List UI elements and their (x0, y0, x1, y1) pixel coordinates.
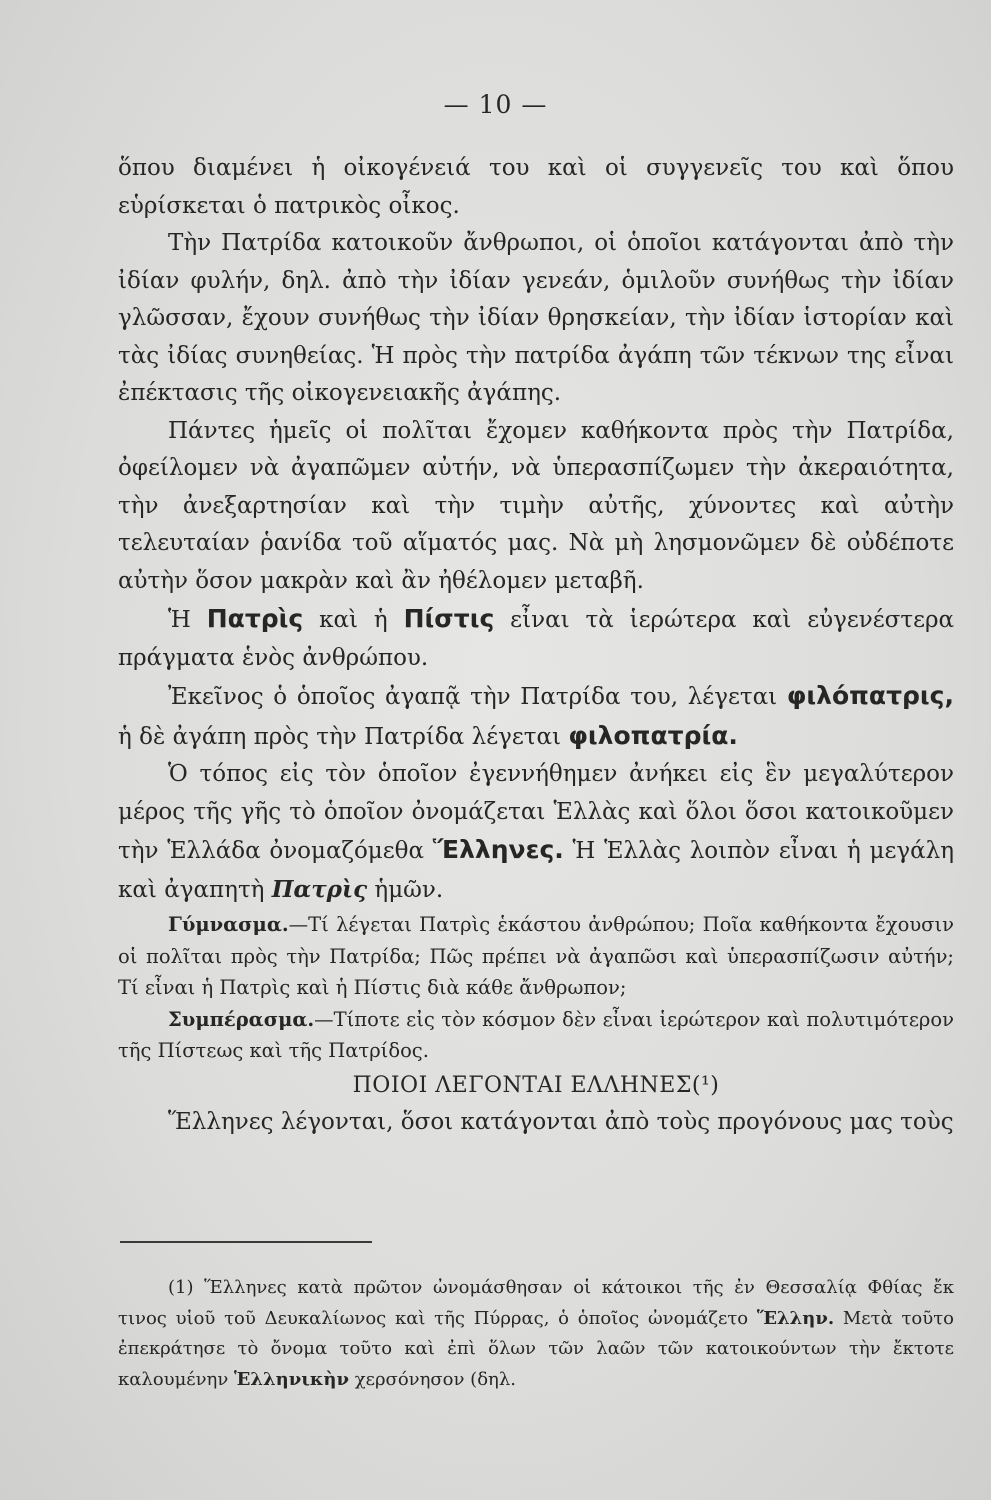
conclusion-label: Συμπέρασμα. (168, 1007, 315, 1031)
bold-term-filopatris: φιλόπατρις, (786, 681, 954, 710)
bold-term-ellin: Ἕλλην. (756, 1307, 835, 1329)
main-text (118, 150, 954, 1142)
footnote: (1) Ἕλληνες κατὰ πρῶτον ὠνομάσθησαν οἱ κάτοικοι τῆς ἐν Θεσσαλίᾳ Φθίας ἔκ τινος υἱοῦ τοῦ Δευκαλίωνος καὶ τῆς Πύρρας, ὁ ὁποῖος ὠνομάζετο Ἕλλην. Μετὰ τοῦτο ἐπεκράτησε τὸ ὄνομα τοῦτο καὶ ἐπὶ ὅλων τῶν λαῶν τῶν κατοικούντων τὴν ἔκτοτε καλουμένην Ἑλληνικὴν χερσόνησον (δηλ. (118, 1277, 954, 1390)
bold-term-filopatria: φιλοπατρία. (568, 720, 738, 750)
exercise-label: Γύμνασμα. (168, 913, 289, 936)
page-number: — 10 — (443, 90, 548, 119)
bold-term-elliniki: Ἑλληνικὴν (234, 1368, 349, 1390)
paragraph-3: Πάντες ἡμεῖς οἱ πολῖται ἔχομεν καθήκοντα πρὸς τὴν Πατρίδα, ὀφείλομεν νὰ ἀγαπῶμεν αὐτήν, νὰ ὑπερασπίζωμεν τὴν ἀκεραιότητα, τὴν ἀνεξαρτησίαν καὶ τὴν τιμὴν αὐτῆς, χύνοντες καὶ αὐτὴν τελευταίαν ῥανίδα τοῦ αἵματός μας. Νὰ μὴ λησμονῶμεν δὲ οὐδέποτε αὐτὴν ὅσον μακρὰν καὶ ἂν ἠθέλομεν μεταβῆ. (118, 417, 954, 594)
paragraph-4: Ἡ Πατρὶς καὶ ἡ Πίστις εἶναι τὰ ἱερώτερα καὶ εὐγενέστερα πράγματα ἑνὸς ἀνθρώπου. (118, 604, 955, 671)
paragraph-7: Ἕλληνες λέγονται, ὅσοι κατάγονται ἀπὸ τοὺς προγόνους μας τοὺς (168, 1109, 954, 1135)
section-heading: ΠΟΙΟΙ ΛΕΓΟΝΤΑΙ ΕΛΛΗΝΕΣ(¹) (352, 1072, 720, 1098)
paragraph-2: Τὴν Πατρίδα κατοικοῦν ἄνθρωποι, οἱ ὁποῖοι κατάγονται ἀπὸ τὴν ἰδίαν φυλήν, δηλ. ἀπὸ τὴν ἰδίαν γενεάν, ὁμιλοῦν συνήθως τὴν ἰδίαν γλῶσσαν, ἔχουν συνήθως τὴν ἰδίαν θρησκείαν, τὴν ἰδίαν ἱστορίαν καὶ τὰς ἰδίας συνηθείας. Ἡ πρὸς τὴν πατρίδα ἀγάπη τῶν τέκνων της εἶναι ἐπέκτασις τῆς οἰκογενειακῆς ἀγάπης. (118, 230, 954, 406)
bold-term-pistis: Πίστις (403, 604, 495, 633)
paragraph-6: Ὁ τόπος εἰς τὸν ὁποῖον ἐγεννήθημεν ἀνήκει εἰς ἓν μεγαλύτερον μέρος τῆς γῆς τὸ ὁποῖον ὀνομάζεται Ἑλλὰς καὶ ὅλοι ὅσοι κατοικοῦμεν τὴν Ἑλλάδα ὀνομαζόμεθα Ἕλληνες. Ἡ Ἑλλὰς λοιπὸν εἶναι ἡ μεγάλη καὶ ἀγαπητὴ Πατρὶς ἡμῶν. (118, 761, 955, 903)
conclusion: Συμπέρασμα.—Τίποτε εἰς τὸν κόσμον δὲν εἶναι ἱερώτερον καὶ πολυτιμότερον τῆς Πίστεως καὶ τῆς Πατρίδος. (118, 1007, 954, 1062)
paragraph-5: Ἐκεῖνος ὁ ὁποῖος ἀγαπᾷ τὴν Πατρίδα του, λέγεται φιλόπατρις, ἡ δὲ ἀγάπη πρὸς τὴν Πατρίδα λέγεται φιλοπατρία. (118, 681, 954, 750)
exercise: Γύμνασμα.—Τί λέγεται Πατρὶς ἑκάστου ἀνθρώπου; Ποῖα καθήκοντα ἔχουσιν οἱ πολῖται πρὸς τὴν Πατρίδα; Πῶς πρέπει νὰ ἀγαπῶσι καὶ ὑπερασπίζωσιν αὐτήν; Τί εἶναι ἡ Πατρὶς καὶ ἡ Πίστις διὰ κάθε ἄνθρωπον; (118, 913, 954, 999)
paragraph-1: ὅπου διαμένει ἡ οἰκογένειά του καὶ οἱ συγγενεῖς του καὶ ὅπου εὑρίσκεται ὁ πατρικὸς οἶκος. (118, 155, 954, 219)
footnote-rule (120, 1241, 372, 1243)
bold-term-ellines: Ἕλληνες. (432, 835, 564, 864)
bold-term-patris: Πατρὶς (206, 604, 304, 633)
bold-term-patris-italic: Πατρὶς (271, 875, 368, 903)
